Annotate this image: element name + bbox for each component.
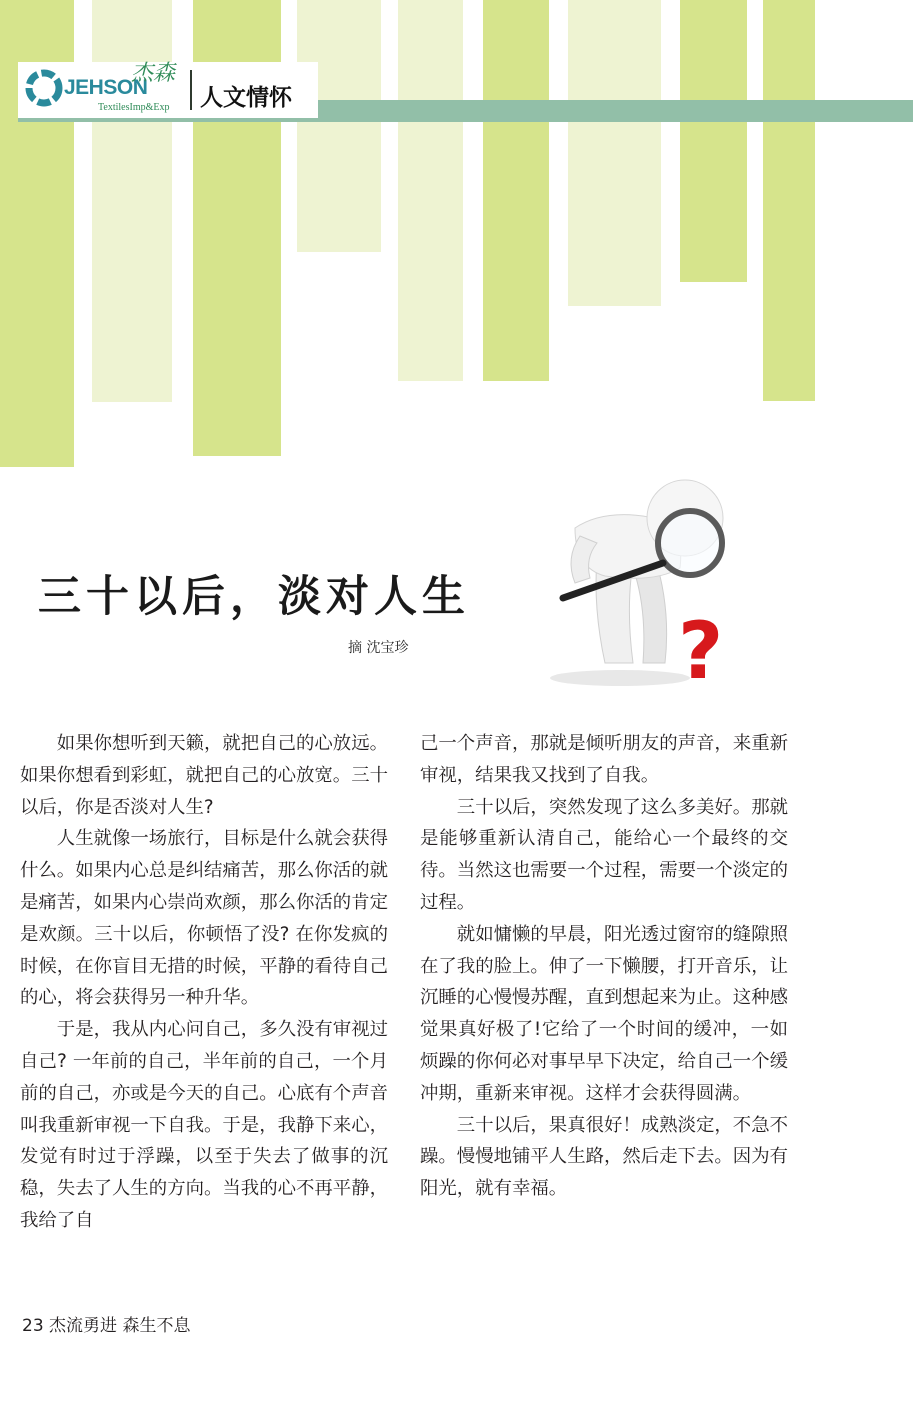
decor-bar [297, 0, 381, 252]
logo-text: JEHSON [64, 76, 148, 99]
svg-text:?: ? [678, 607, 724, 690]
jehson-logo-icon [24, 68, 64, 108]
paragraph: 人生就像一场旅行，目标是什么就会获得什么。如果内心总是纠结痛苦，那么你活的就是痛苦，如果内心崇尚欢颜，那么你活的肯定是欢颜。三十以后，你顿悟了没? 在你发疯的时候，在你盲目无措的时候，平静的看待自己的心，将会获得另一种升华。 [20, 828, 388, 1009]
article-column-left [20, 728, 388, 1237]
logo-subtitle: TextilesImp&Exp [98, 102, 170, 113]
page-footer [22, 1311, 190, 1336]
question-mark-icon [678, 607, 723, 690]
magnifier-figure-icon [535, 458, 745, 690]
paragraph: 就如慵懒的早晨，阳光透过窗帘的缝隙照在了我的脸上。伸了一下懒腰，打开音乐，让沉睡的心慢慢苏醒，直到想起来为止。这种感觉果真好极了!它给了一个时间的缓冲，一如烦躁的你何必对事早早下决定，给自己一个缓冲期，重新来审视。这样才会获得圆满。 [420, 923, 788, 1104]
decor-bar [483, 0, 549, 381]
section-title: 人文情怀 [200, 85, 292, 111]
article-title: 三十以后，淡对人生 [38, 572, 470, 622]
paragraph: 于是，我从内心问自己，多久没有审视过自己? 一年前的自己，半年前的自己，一个月前的自己，亦或是今天的自己。心底有个声音叫我重新审视一下自我。于是，我静下来心，发觉有时过于浮躁，以至于失去了做事的沉稳，失去了人生的方向。当我的心不再平静，我给了自 [20, 1019, 388, 1231]
paragraph: 己一个声音，那就是倾听朋友的声音，来重新审视，结果我又找到了自我。 [420, 733, 788, 786]
divider [190, 70, 192, 110]
decor-bar [763, 0, 815, 401]
page-number: 23 [22, 1316, 44, 1336]
decor-bar [568, 0, 661, 306]
brand-header [18, 62, 318, 118]
footer-slogan: 杰流勇进 森生不息 [49, 1316, 191, 1336]
byline: 摘 沈宝珍 [348, 640, 409, 656]
article-column-right [420, 728, 788, 1205]
paragraph: 三十以后，果真很好！成熟淡定，不急不躁。慢慢地铺平人生路，然后走下去。因为有阳光，就有幸福。 [420, 1114, 788, 1200]
decor-bar [680, 0, 747, 282]
paragraph: 三十以后，突然发现了这么多美好。那就是能够重新认清自己，能给心一个最终的交待。当然这也需要一个过程，需要一个淡定的过程。 [420, 796, 788, 913]
paragraph: 如果你想听到天籁，就把自己的心放远。如果你想看到彩虹，就把自己的心放宽。三十以后，你是否淡对人生? [20, 733, 388, 818]
logo-cn: 杰森 [131, 61, 176, 86]
decor-bar [398, 0, 463, 381]
